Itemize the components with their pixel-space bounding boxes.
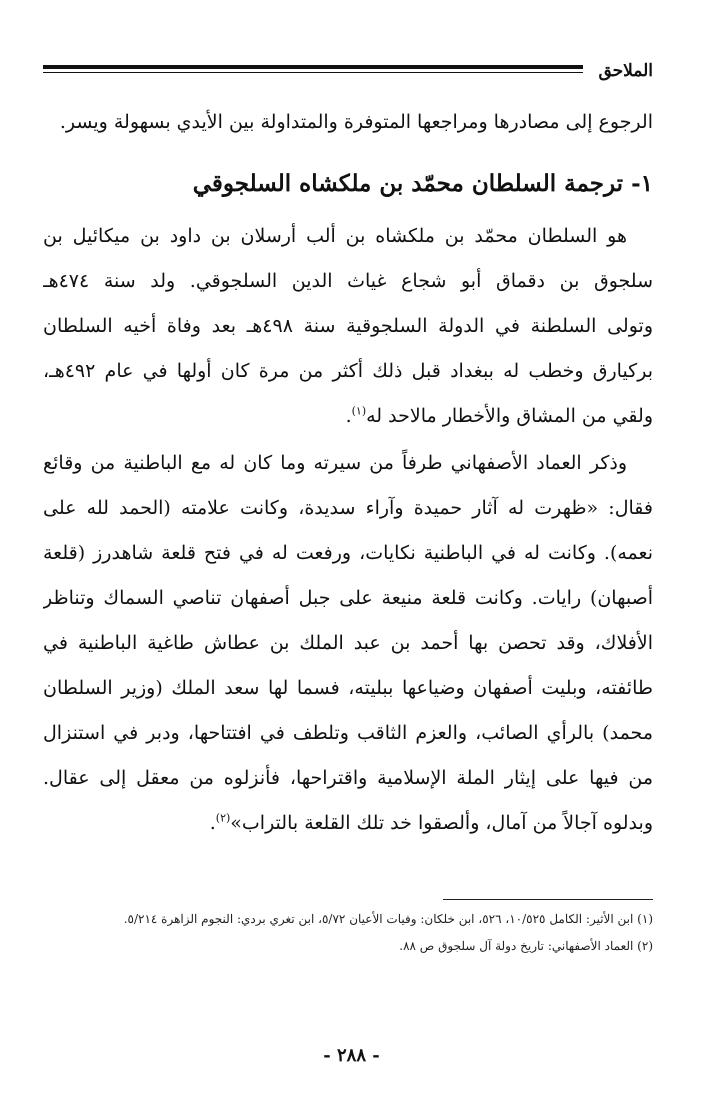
- page-number: - ٢٨٨ -: [323, 1045, 380, 1066]
- footnote-ref-2: (٢): [215, 811, 231, 825]
- text-line: وتولى السلطنة في الدولة السلجوقية سنة ٤٩٨هـ بعد وفاة أخيه السلطان: [43, 315, 653, 337]
- header-rule-thin: [43, 72, 583, 73]
- text-line-last: [43, 394, 653, 439]
- text-line: فقال: «ظهرت له آثار حميدة وآراء سديدة، وكانت علامته (الحمد لله على: [43, 497, 653, 519]
- sentence-end: .: [209, 812, 216, 834]
- text-line: الأفلاك، وقد تحصن بها أحمد بن عبد الملك بن عطاش طاغية الباطنية في: [43, 632, 653, 654]
- header-rule-thick: [43, 65, 583, 69]
- paragraph-biography: [43, 214, 653, 439]
- text-line-content: ولقي من المشاق والأخطار مالاحد له: [366, 405, 653, 427]
- paragraph-quotation: [43, 441, 653, 846]
- sentence-end: .: [345, 405, 352, 427]
- running-header: [43, 58, 653, 88]
- text-line: هو السلطان محمّد بن ملكشاه بن ألب أرسلان بن داود بن ميكائيل بن: [43, 225, 627, 247]
- footnote-separator: [443, 899, 653, 900]
- text-line: وذكر العماد الأصفهاني طرفاً من سيرته وما كان له مع الباطنية من وقائع: [43, 452, 627, 474]
- text-line: طائفته، وبليت أصفهان وضياعها ببليته، فسما لها سعد الملك (وزير السلطان: [43, 677, 653, 699]
- header-rule: [43, 65, 583, 73]
- text-line: الرجوع إلى مصادرها ومراجعها المتوفرة والمتداولة بين الأيدي بسهولة ويسر.: [59, 111, 653, 133]
- footnote-ref-1: (١): [351, 404, 367, 418]
- text-line: أصبهان) رايات. وكانت قلعة منيعة على جبل أصفهان تناصي السماك وتناظر: [43, 587, 653, 609]
- intro-paragraph: [43, 100, 653, 145]
- text-line: بركيارق وخطب له ببغداد قبل ذلك أكثر من مرة كان أولها في عام ٤٩٢هـ،: [43, 360, 653, 382]
- section-heading: ١- ترجمة السلطان محمّد بن ملكشاه السلجوقي: [192, 170, 653, 197]
- text-line-content: وبدلوه آجالاً من آمال، وألصقوا خد تلك القلعة بالتراب»: [230, 812, 653, 834]
- text-line: محمد) بالرأي الصائب، والعزم الثاقب وتلطف في افتتاحها، ودبر في استنزال: [43, 722, 653, 744]
- footnote-1: (١) ابن الأثير: الكامل ١٠/٥٢٥، ٥٢٦، ابن خلكان: وفيات الأعيان ٥/٧٢، ابن تغري بردي: النجوم الزاهرة ٥/٢١٤.: [123, 912, 653, 926]
- text-line: نعمه). وكانت له في الباطنية نكايات، ورفعت له في فتح قلعة شاهدرز (قلعة: [43, 542, 653, 564]
- footnote-2: (٢) العماد الأصفهاني: تاريخ دولة آل سلجوق ص ٨٨.: [399, 939, 653, 953]
- text-line: من فيها على إيثار الملة الإسلامية واقتراحها، فأنزلوه من معقل إلى عقال.: [43, 767, 653, 789]
- text-line-last: [43, 801, 653, 846]
- text-line: سلجوق بن دقماق أبو شجاع غياث الدين السلجوقي. ولد سنة ٤٧٤هـ: [43, 270, 653, 292]
- footnotes: [43, 906, 653, 960]
- running-title: الملاحق: [598, 61, 653, 81]
